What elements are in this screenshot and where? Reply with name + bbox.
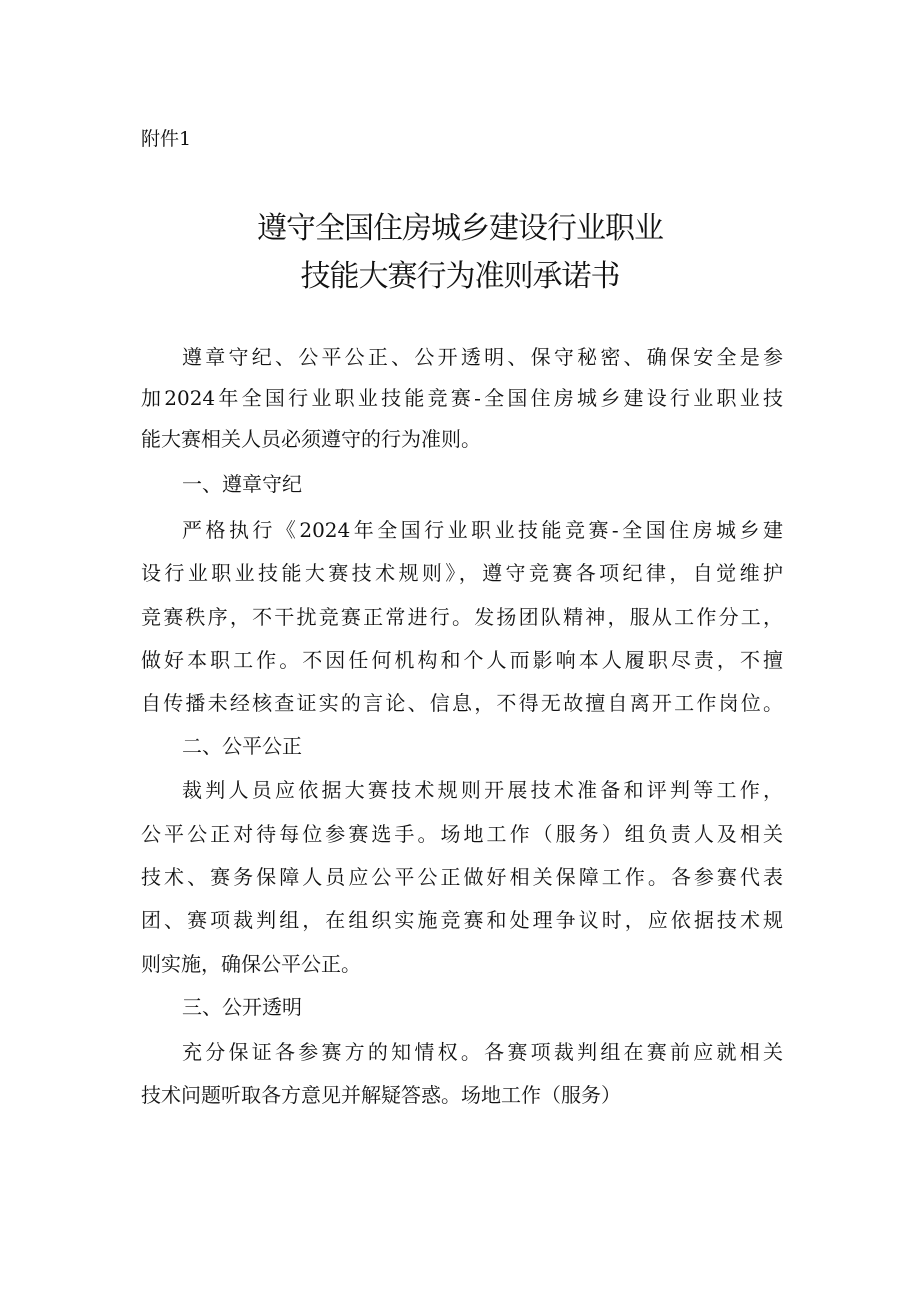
section-line: 公平公正对待每位参赛选手。场地工作（服务）组负责人及相关 [141, 822, 783, 846]
section-line: 裁判人员应依据大赛技术规则开展技术准备和评判等工作， [182, 778, 783, 802]
section-heading: 三、公开透明 [182, 995, 302, 1019]
section-line: 技术问题听取各方意见并解疑答惑。场地工作（服务） [141, 1083, 621, 1107]
section-line: 做好本职工作。不因任何机构和个人而影响本人履职尽责，不擅 [141, 648, 783, 672]
attachment-label: 附件1 [141, 128, 192, 150]
intro-line: 遵章守纪、公平公正、公开透明、保守秘密、确保安全是参 [182, 345, 783, 369]
section-heading: 二、公平公正 [182, 734, 302, 758]
section-line: 自传播未经核查证实的言论、信息，不得无故擅自离开工作岗位。 [141, 691, 783, 715]
section-line: 严格执行《2024年全国行业职业技能竞赛-全国住房城乡建 [182, 518, 783, 542]
section-line: 团、赛项裁判组，在组织实施竞赛和处理争议时，应依据技术规 [141, 908, 783, 932]
section-line: 竞赛秩序，不干扰竞赛正常进行。发扬团队精神，服从工作分工， [141, 605, 783, 629]
document-title-line-2: 技能大赛行为准则承诺书 [300, 259, 620, 294]
section-line: 则实施，确保公平公正。 [141, 952, 361, 976]
section-line: 充分保证各参赛方的知情权。各赛项裁判组在赛前应就相关 [182, 1040, 783, 1064]
section-heading: 一、遵章守纪 [182, 472, 302, 496]
intro-line: 加2024年全国行业职业技能竞赛-全国住房城乡建设行业职业技 [141, 386, 783, 410]
intro-line: 能大赛相关人员必须遵守的行为准则。 [141, 427, 481, 451]
section-line: 设行业职业技能大赛技术规则》，遵守竞赛各项纪律，自觉维护 [141, 561, 783, 585]
section-line: 技术、赛务保障人员应公平公正做好相关保障工作。各参赛代表 [141, 865, 783, 889]
document-title-line-1: 遵守全国住房城乡建设行业职业 [257, 211, 663, 246]
